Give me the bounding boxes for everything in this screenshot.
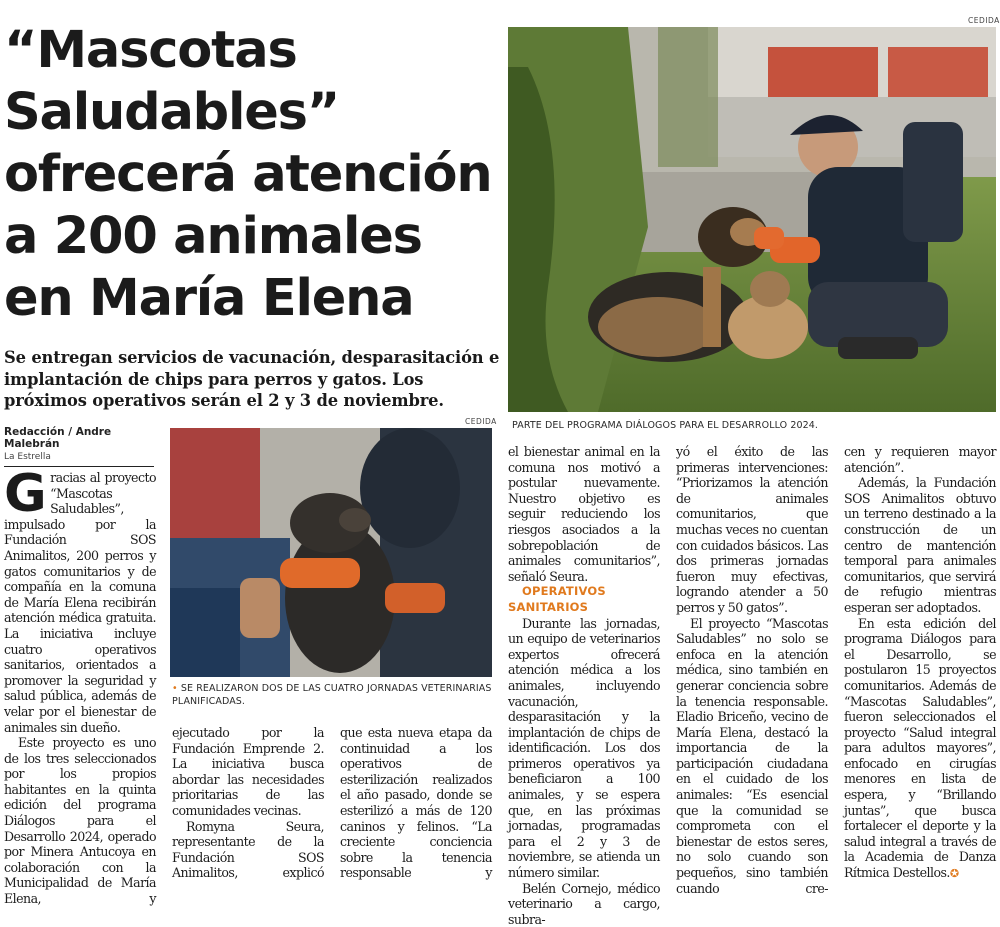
- main-photo-credit: CEDIDA: [968, 16, 1000, 25]
- main-photo-illustration: [508, 27, 996, 412]
- paragraph: Belén Cornejo, médico veterinario a cargo, subra-: [508, 880, 660, 927]
- main-photo-caption: PARTE DEL PROGRAMA DIÁLOGOS PARA EL DESARROLLO 2024.: [512, 420, 819, 431]
- paragraph: racias al proyecto “Mascotas Saludables”, impulsado por la Fundación SOS Animalitos, 200 perros y gatos comunitarios y de compañía en la comuna de María Elena recibirán atención médica gratuita. La iniciativa incluye cuatro operativos sanitarios, orientados a promover la seguridad y salud pública, además de velar por el bienestar de animales sin dueño.: [4, 470, 156, 735]
- article-column-4: [508, 444, 660, 927]
- end-mark-icon: ✪: [949, 867, 959, 881]
- main-photo: [508, 27, 996, 412]
- caption-bullet: •: [172, 683, 178, 694]
- paragraph: Durante las jornadas, un equipo de veterinarios expertos ofrecerá atención médica a los animales, incluyendo vacunación, desparasitación y la implantación de chips de identificación. Los dos primeros operativos ya beneficiaron a 100 animales, y se espera que, en las próximas jornadas, programadas para el 2 y 3 de noviembre, se atienda un número similar.: [508, 615, 660, 881]
- article-column-5: [676, 444, 828, 896]
- paragraph: yó el éxito de las primeras intervenciones: “Priorizamos la atención de animales comunitarios, que muchas veces no cuentan con cuidados básicos. Las dos primeras jornadas fueron muy efectivas, logrando atender a 50 perros y 50 gatos”.: [676, 444, 828, 615]
- subheadline: Se entregan servicios de vacunación, desparasitación e implantación de chips para perros y gatos. Los próximos operativos serán el 2 y 3 de noviembre.: [4, 348, 500, 410]
- secondary-photo-credit: CEDIDA: [465, 417, 497, 426]
- paragraph: El proyecto “Mascotas Saludables” no solo se enfoca en la atención médica, sino también en generar conciencia sobre la tenencia responsable. Eladio Briceño, vecino de María Elena, destacó la importancia de la participación ciudadana en el cuidado de los animales: “Es esencial que la comunidad se comprometa con el bienestar de estos seres, no solo cuando son pequeños, sino también cuando cre-: [676, 615, 828, 896]
- paragraph: [844, 616, 996, 882]
- paragraph: Además, la Fundación SOS Animalitos obtuvo un terreno destinado a la construcción de un centro de mantención temporal para animales comunitarios, que servirá de refugio mientras esperan ser adoptados.: [844, 475, 996, 615]
- article-column-1: [4, 464, 156, 907]
- secondary-photo: [170, 428, 492, 677]
- headline: “Mascotas Saludables” ofrecerá atención a 200 animales en María Elena: [4, 21, 492, 328]
- article-column-6: [844, 444, 996, 882]
- secondary-photo-illustration: [170, 428, 492, 677]
- article-column-2: [172, 725, 324, 881]
- drop-cap: G: [4, 464, 47, 524]
- paragraph-text: En esta edición del programa Diálogos para el Desarrollo, se postularon 15 proyectos comunitarios. Además de “Mascotas Saludables”, fueron seleccionados el proyecto “Salud integral para adultos mayores”, enfocado en cirugías menores en lista de espera, y “Brillando juntas”, que busca fortalecer el deporte y la salud integral a través de la Academia de Danza Rítmica Destellos.: [844, 615, 996, 881]
- section-heading: OPERATIVOS SANITARIOS: [508, 584, 606, 614]
- paragraph: el bienestar animal en la comuna nos motivó a postular nuevamente. Nuestro objetivo es seguir reduciendo los riesgos asociados a la sobrepoblación de animales comunitarios”, señaló Seura.: [508, 444, 660, 584]
- secondary-caption-text: SE REALIZARON DOS DE LAS CUATRO JORNADAS VETERINARIAS PLANIFICADAS.: [172, 683, 492, 707]
- secondary-photo-caption: [172, 682, 492, 708]
- paragraph: que esta nueva etapa da continuidad a los operativos de esterilización realizados el año pasado, donde se esterilizó a más de 120 caninos y felinos. “La creciente conciencia sobre la tenencia responsable y: [340, 725, 492, 881]
- paragraph: cen y requieren mayor atención”.: [844, 444, 996, 475]
- paragraph: ejecutado por la Fundación Emprende 2. La iniciativa busca abordar las necesidades prioritarias de las comunidades vecinas.: [172, 725, 324, 818]
- byline-author: Redacción / Andre Malebrán: [4, 426, 112, 450]
- byline: [4, 426, 154, 467]
- paragraph: Este proyecto es uno de los tres seleccionados por los propios habitantes en la quinta edición del programa Diálogos para el Desarrollo 2024, operado por Minera Antucoya en colaboración con la Municipalidad de María Elena, y: [4, 735, 156, 907]
- paragraph: Romyna Seura, representante de la Fundación SOS Animalitos, explicó: [172, 818, 324, 881]
- article-column-3: [340, 725, 492, 881]
- byline-newspaper: La Estrella: [4, 452, 51, 462]
